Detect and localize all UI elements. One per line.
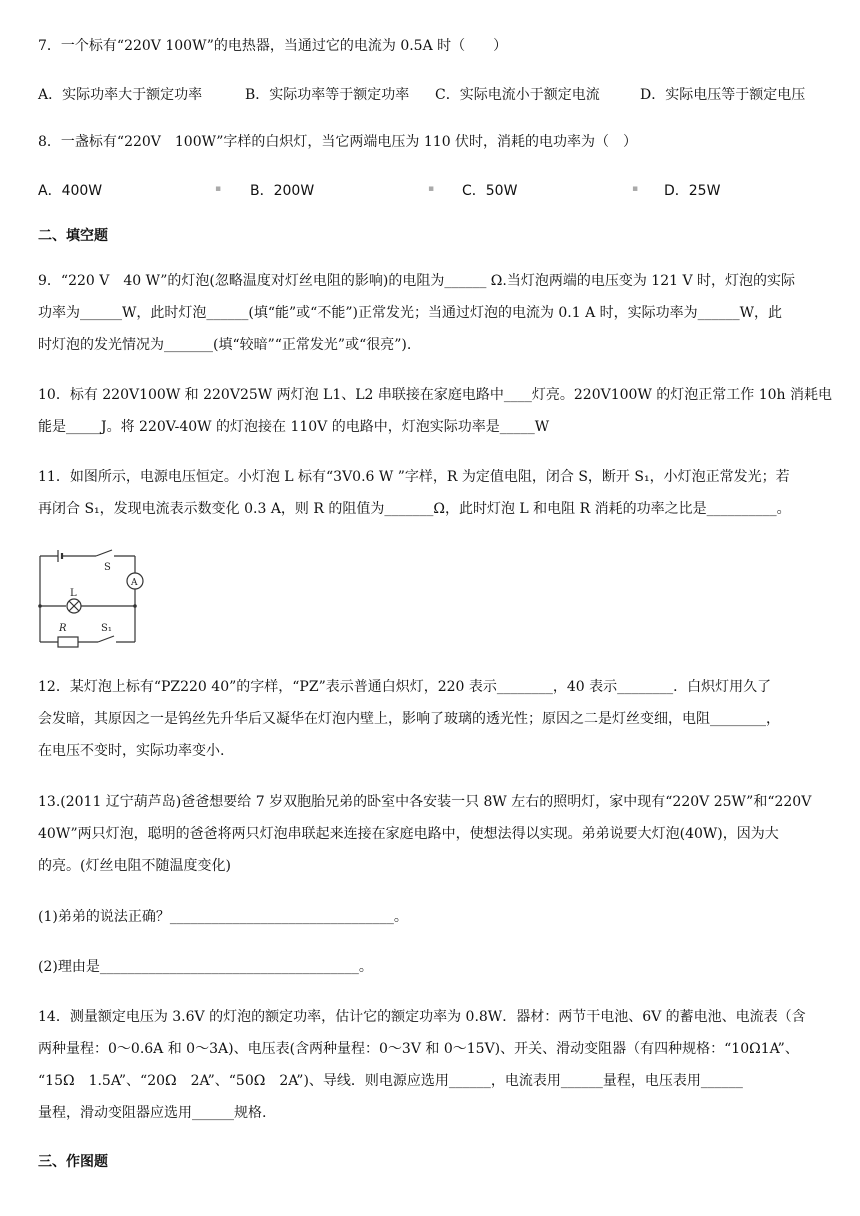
q11-line2: 再闭合 S₁，发现电流表示数变化 0.3 A，则 R 的阻值为_______Ω，此时灯泡 L 和电阻 R 消耗的功率之比是__________。	[38, 501, 791, 517]
q8-option-a: A．400W	[38, 183, 103, 199]
circuit-diagram	[32, 548, 152, 652]
q7-option-c: C．实际电流小于额定电流	[435, 87, 600, 103]
divider-dot: ▪	[428, 184, 435, 194]
section-heading-drawing: 三、作图题	[38, 1154, 108, 1170]
q14-line1: 14．测量额定电压为 3.6V 的灯泡的额定功率，估计它的额定功率为 0.8W．器材：两节干电池、6V 的蓄电池、电流表（含	[38, 1009, 806, 1025]
q8-option-d: D．25W	[664, 183, 721, 199]
lamp-label: L	[70, 588, 77, 599]
q10-line2: 能是_____J。将 220V-40W 的灯泡接在 110V 的电路中，灯泡实际功率是_____W	[38, 419, 550, 435]
q11-line1: 11．如图所示，电源电压恒定。小灯泡 L 标有“3V0.6 W ”字样，R 为定值电阻，闭合 S，断开 S₁，小灯泡正常发光；若	[38, 469, 790, 485]
divider-dot: ▪	[632, 184, 639, 194]
q12-line3: 在电压不变时，实际功率变小.	[38, 743, 225, 759]
q9-line2: 功率为______W，此时灯泡______(填“能”或“不能”)正常发光；当通过灯泡的电流为 0.1 A 时，实际功率为______W，此	[38, 305, 783, 321]
q14-line2: 两种量程：0～0.6A 和 0～3A)、电压表(含两种量程：0～3V 和 0～15V)、开关、滑动变阻器（有四种规格：“10Ω1A”、	[38, 1041, 799, 1057]
q14-line4: 量程，滑动变阻器应选用______规格.	[38, 1105, 267, 1121]
q7-stem: 7．一个标有“220V 100W”的电热器，当通过它的电流为 0.5A 时（ ）	[38, 38, 508, 54]
q10-line1: 10．标有 220V100W 和 220V25W 两灯泡 L1、L2 串联接在家庭电路中____灯亮。220V100W 的灯泡正常工作 10h 消耗电	[38, 387, 833, 403]
q13-sub2: (2)理由是_____________________________________。	[38, 959, 373, 975]
q13-line3: 的亮。(灯丝电阻不随温度变化)	[38, 858, 231, 874]
q8-stem: 8．一盏标有“220V 100W”字样的白炽灯，当它两端电压为 110 伏时，消耗的电功率为（ ）	[38, 134, 638, 150]
q9-line3: 时灯泡的发光情况为_______(填“较暗”“正常发光”或“很亮”).	[38, 337, 412, 353]
q12-line2: 会发暗，其原因之一是钨丝先升华后又凝华在灯泡内壁上，影响了玻璃的透光性；原因之二是灯丝变细，电阻________，	[38, 711, 780, 727]
q8-option-b: B．200W	[250, 183, 315, 199]
switch-s-label: S	[104, 562, 111, 573]
divider-dot: ▪	[215, 184, 222, 194]
q13-sub1: (1)弟弟的说法正确？________________________________。	[38, 909, 408, 925]
ammeter-label: A	[131, 578, 138, 588]
section-heading-fill-in: 二、填空题	[38, 228, 108, 244]
q12-line1: 12．某灯泡上标有“PZ220 40”的字样，“PZ”表示普通白炽灯，220 表示________，40 表示________．白炽灯用久了	[38, 679, 772, 695]
q13-line2: 40W”两只灯泡，聪明的爸爸将两只灯泡串联起来连接在家庭电路中，使想法得以实现。弟弟说要大灯泡(40W)，因为大	[38, 826, 779, 842]
q7-option-b: B．实际功率等于额定功率	[245, 87, 410, 103]
q7-option-a: A．实际功率大于额定功率	[38, 87, 203, 103]
switch-s1-label: S₁	[101, 623, 112, 634]
q9-line1: 9．“220 V 40 W”的灯泡(忽略温度对灯丝电阻的影响)的电阻为______ Ω.当灯泡两端的电压变为 121 V 时，灯泡的实际	[38, 273, 796, 289]
q13-line1: 13.(2011 辽宁葫芦岛)爸爸想要给 7 岁双胞胎兄弟的卧室中各安装一只 8W 左右的照明灯，家中现有“220V 25W”和“220V	[38, 794, 812, 810]
q14-line3: “15Ω 1.5A”、“20Ω 2A”、“50Ω 2A”)、导线．则电源应选用______，电流表用______量程，电压表用______	[38, 1073, 743, 1089]
q8-option-c: C．50W	[462, 183, 518, 199]
resistor-label: R	[59, 623, 67, 634]
q7-option-d: D．实际电压等于额定电压	[640, 87, 806, 103]
